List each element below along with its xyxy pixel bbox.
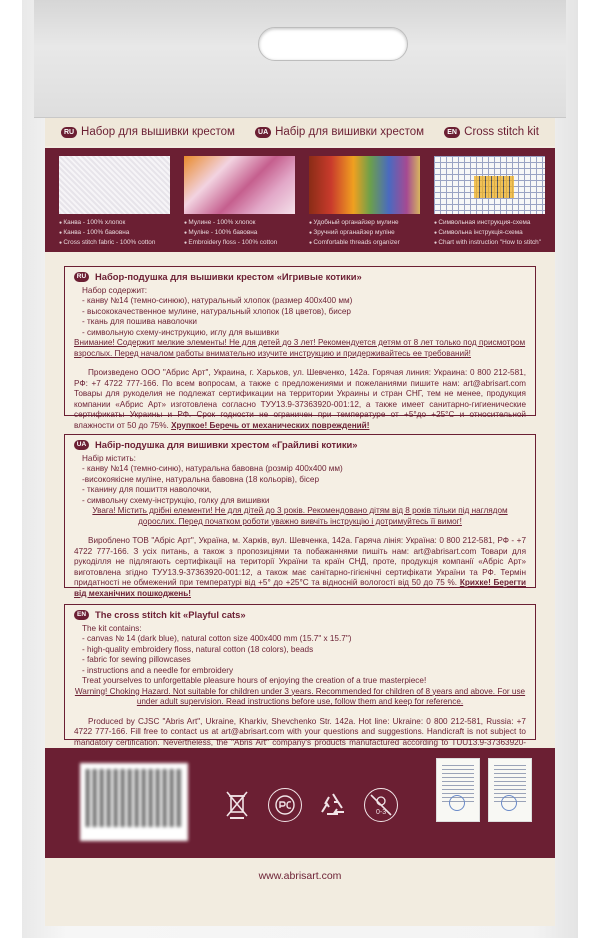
en-item: - high-quality embroidery floss, natural cotton (18 colors), beads <box>82 644 314 654</box>
ua-contents-head: Набір містить: <box>82 453 136 463</box>
symbol-icons <box>220 788 398 822</box>
caption-floss: ● Мулине - 100% хлопок ● Муліне - 100% бавовна ● Embroidery floss - 100% cotton <box>184 218 295 248</box>
ru-item: - канву №14 (темно-синюю), натуральный хлопок (размер 400х400 мм) <box>82 296 353 305</box>
caption-canvas: ● Канва - 100% хлопок ● Канва - 100% бавовна ● Cross stitch fabric - 100% cotton <box>59 218 170 248</box>
ru-fragile: Хрупкое! Беречь от механических повреждений! <box>171 420 370 430</box>
ru-section-tag: RU <box>74 272 89 282</box>
ua-section <box>64 434 536 598</box>
ua-producer: Виробленo ТОВ "Абріс Арт", Україна, м. Харків, вул. Шевченка, 142а. Гаряча лінія: Україна: 0 800 212-581, РФ - +7 4722 777-166. З усіх питань, а також з пропозиціями та побажаннями пишіть нам: art@abrisart.com Товари для рукоділля не підлягають сертифікації на території України та країн СНД, проте, продукція компанії «Абріс Арт» виготовлена згідно ТУУ13.9-37363920-001:12, а також має санітарно-гігієнічні сертифікати України та РФ. Термін придатності не обмежений при температурі від +5° до +25°С та відносній вологості від 50 до 75 %. Крихке! Берегти від механічних пошкоджень! <box>74 536 526 598</box>
en-item: - canvas № 14 (dark blue), natural cotton size 400x400 mm (15.7" x 15.7") <box>82 634 352 643</box>
ru-tag: RU <box>61 127 77 138</box>
lang-ru <box>61 126 235 138</box>
en-warning: Warning! Choking Hazard. Not suitable for children under 3 years. Recommended for children of 8 years and above. For use under adult supervision. Read instructions before use, follow them and keep for reference. <box>74 686 526 706</box>
en-item: - fabric for sewing pillowcases <box>82 655 191 664</box>
en-contents-head: The kit contains: <box>82 623 142 633</box>
en-producer: Produced by CJSC "Abris Art", Ukraine, Kharkiv, Shevchenko Str. 142a. Hot line: Ukraine: 0 800 212-581, Russia: +7 4722 777-166. Fill free to contact us at art@abrisart.com with your questions and suggestions. Handicraft is not subject to mandatory certification. Nevertheless, the "Abris Art" company's products manufactured according to TUU13.9-37363920- <box>74 717 526 770</box>
caption-chart: ● Символьная инструкция-схема ● Символьна інструкція-схема ● Chart with instruction "How to stitch" <box>434 218 545 248</box>
hang-hole <box>258 27 408 61</box>
ru-section-title: Набор-подушка для вышивки крестом «Игривые котики» <box>95 271 362 282</box>
chart-photo <box>434 156 545 214</box>
recycle-icon <box>316 788 350 822</box>
ru-item: - символьную схему-инструкцию, иглу для вышивки <box>82 327 279 337</box>
bottom-band <box>45 748 555 858</box>
en-treat: Treat yourselves to unforgettable pleasure hours of enjoying the creation of a true masterpiece! <box>82 676 427 685</box>
lang-en-label: Cross stitch kit <box>464 126 539 138</box>
organizer-photo <box>309 156 420 214</box>
floss-photo <box>184 156 295 214</box>
age-0-3-icon <box>364 788 398 822</box>
ua-fragile: Крихке! Берегти від механічних пошкоджень! <box>74 578 526 598</box>
en-item: - instructions and a needle for embroidery <box>82 665 234 675</box>
pct-cert-icon <box>268 788 302 822</box>
ua-item: - тканину для пошиття наволочки, <box>82 485 212 494</box>
caption-organizer: ● Удобный органайзер мулине ● Зручний органайзер муліне ● Comfortable threads organizer <box>309 218 420 248</box>
en-tag: EN <box>444 127 460 138</box>
ru-producer: Произведено ООО "Абрис Арт", Украина, г. Харьков, ул. Шевченко, 142а. Горячая линия: Украина: 0 800 212-581, РФ: +7 4722 777-166. По всем вопросам, а также с предложениями и пожеланиями пишите нам: art@abrisart.com Товары для рукоделия не подлежат сертификации на территории Украины и стран СНГ, тем не менее, продукция компании «Абрис Арт» изготовлена согласно ТУУ13.9-37363920-001:12, а также имеет санитарно-гигиенические сертификаты Украины и РФ. Срок годности не ограничен при температуре от +5°до +25°С и относительной влажности от 50 до 75%. Хрупкое! Беречь от механических повреждений! <box>74 368 526 430</box>
ua-tag: UA <box>255 127 271 138</box>
barcode <box>80 763 188 841</box>
ru-section <box>64 266 536 430</box>
ua-warning: Увага! Містить дрібні елементи! Не для дітей до 3 років. Рекомендовано дітям від 8 років тільки під наглядом дорослих. Перед початком роботи уважно вивчіть інструкцію і дотримуйтесь її вимог! <box>92 506 508 526</box>
en-section-title: The cross stitch kit «Playful cats» <box>95 609 246 620</box>
website-url: www.abrisart.com <box>258 870 342 882</box>
ua-item: -високоякісне муліне, натуральна бавовна (18 кольорів), бісер <box>82 474 320 484</box>
en-section <box>64 604 536 747</box>
materials-band <box>45 148 555 252</box>
lang-ua <box>255 126 424 138</box>
trash-bin-icon <box>220 788 254 822</box>
language-header <box>45 118 555 146</box>
ua-item: - канву №14 (темно-синю), натуральна бавовна (розмір 400х400 мм) <box>82 464 343 473</box>
package-card <box>45 118 555 926</box>
ua-section-title: Набір-подушка для вишивки хрестом «Грайливі котики» <box>95 439 358 450</box>
ua-item: - символьну схему-інструкцію, голку для вишивки <box>82 495 270 505</box>
certificates <box>436 758 532 822</box>
ru-contents-head: Набор содержит: <box>82 285 148 295</box>
certificate-image <box>488 758 532 822</box>
certificate-image <box>436 758 480 822</box>
lang-en <box>444 126 539 138</box>
canvas-photo <box>59 156 170 214</box>
svg-text:0-3: 0-3 <box>376 809 387 816</box>
lang-ru-label: Набор для вышивки крестом <box>81 126 235 138</box>
bag-header <box>34 0 566 118</box>
ru-item: - высококачественное мулине, натуральный хлопок (18 цветов), бисер <box>82 306 351 316</box>
en-section-tag: EN <box>74 610 89 620</box>
lang-ua-label: Набір для вишивки хрестом <box>275 126 425 138</box>
ru-warning: Внимание! Содержит мелкие элементы! Не для детей до 3 лет! Рекомендуется детям от 8 лет только под присмотром взрослых. Перед началом работы внимательно изучите инструкцию и придерживайтесь ее требований! <box>74 338 526 358</box>
ru-item: - ткань для пошива наволочки <box>82 317 197 326</box>
ua-section-tag: UA <box>74 440 89 450</box>
